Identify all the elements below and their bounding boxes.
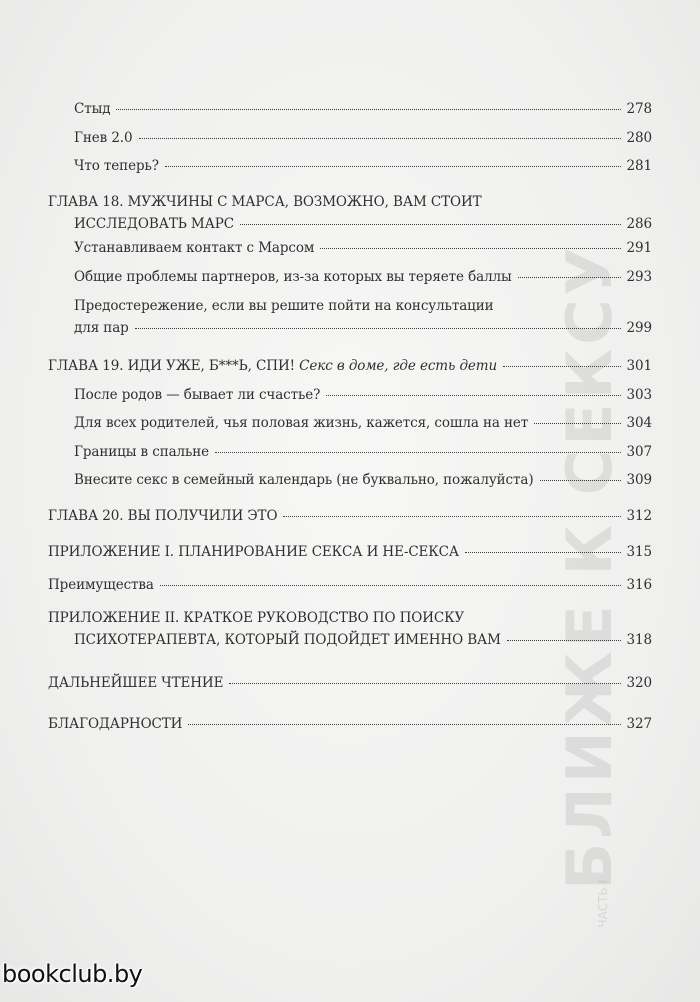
toc-page-number: 303 [626, 387, 652, 403]
dot-leader [283, 516, 620, 517]
toc-entry [74, 412, 652, 434]
dot-leader [240, 224, 621, 225]
toc-page-number: 301 [626, 358, 652, 374]
toc-page-number: 293 [626, 269, 652, 285]
toc-page-number: 327 [626, 716, 652, 732]
toc-entry-title: Преимущества [48, 577, 154, 593]
dot-leader [534, 423, 620, 424]
toc-entry-title: Что теперь? [74, 158, 159, 174]
dot-leader [160, 585, 621, 586]
watermark-logo: bookclub.by [2, 960, 143, 988]
toc-entry-title: Для всех родителей, чья половая жизнь, кажется, сошла на нет [74, 415, 529, 431]
toc-page-number: 299 [626, 320, 652, 336]
toc-page-number: 312 [626, 508, 652, 524]
toc-chapter-entry [48, 505, 652, 527]
dot-leader [518, 277, 621, 278]
toc-chapter-entry [48, 713, 652, 735]
toc-entry-title-line2: ПСИХОТЕРАПЕВТА, КОТОРЫЙ ПОДОЙДЕТ ИМЕННО ВАМ [74, 632, 501, 648]
toc-entry-title: Общие проблемы партнеров, из-за которых вы теряете баллы [74, 269, 512, 285]
toc-page-number: 280 [626, 130, 652, 146]
toc-entry [74, 384, 652, 406]
toc-entry-subtitle: Секс в доме, где есть дети [299, 358, 498, 374]
toc-page-number: 320 [626, 675, 652, 691]
bleed-through-small-text: ЧАСТЬ I [596, 880, 610, 928]
toc-page-number: 315 [626, 544, 652, 560]
toc-page-number: 278 [626, 101, 652, 117]
toc-page-number: 318 [626, 632, 652, 648]
toc-chapter-entry [48, 607, 652, 651]
dot-leader [165, 166, 621, 167]
toc-entry-title-line1: ГЛАВА 18. МУЖЧИНЫ С МАРСА, ВОЗМОЖНО, ВАМ СТОИТ [48, 194, 482, 210]
toc-page-number: 286 [626, 216, 652, 232]
toc-page-number: 304 [626, 415, 652, 431]
toc-chapter-entry [48, 355, 652, 377]
toc-chapter-entry [48, 672, 652, 694]
toc-chapter-entry [48, 541, 652, 563]
toc-entry [74, 469, 652, 491]
dot-leader [320, 248, 620, 249]
toc-entry-title: Гнев 2.0 [74, 130, 133, 146]
dot-leader [465, 552, 621, 553]
toc-entry-title: После родов — бывает ли счастье? [74, 387, 321, 403]
toc-entry-title: ПРИЛОЖЕНИЕ I. ПЛАНИРОВАНИЕ СЕКСА И НЕ-СЕКСА [48, 544, 460, 560]
toc-page-number: 291 [626, 240, 652, 256]
toc-entry-title: ГЛАВА 19. ИДИ УЖЕ, Б***Ь, СПИ! [48, 358, 295, 374]
toc-entry-title-line2: ИССЛЕДОВАТЬ МАРС [74, 216, 234, 232]
dot-leader [503, 366, 620, 367]
toc-entry-title: ДАЛЬНЕЙШЕЕ ЧТЕНИЕ [48, 675, 224, 691]
dot-leader [139, 138, 621, 139]
dot-leader [188, 724, 620, 725]
toc-entry [74, 441, 652, 463]
toc-entry [74, 266, 652, 288]
dot-leader [135, 328, 621, 329]
toc-page-number: 316 [626, 577, 652, 593]
dot-leader [507, 640, 621, 641]
dot-leader [215, 452, 620, 453]
toc-entry-title-line2: для пар [74, 320, 129, 336]
toc-page-number: 281 [626, 158, 652, 174]
toc-entry-title-line1: Предостережение, если вы решите пойти на консультации [74, 298, 494, 314]
toc-entry [74, 98, 652, 120]
toc-entry [74, 127, 652, 149]
toc-entry [74, 155, 652, 177]
toc-entry-title: ГЛАВА 20. ВЫ ПОЛУЧИЛИ ЭТО [48, 508, 278, 524]
dot-leader [540, 480, 621, 481]
toc-entry-title: Устанавливаем контакт с Марсом [74, 240, 315, 256]
toc-entry-title: Границы в спальне [74, 444, 210, 460]
dot-leader [229, 683, 620, 684]
toc-chapter-entry [48, 574, 652, 596]
toc-page-number: 307 [626, 444, 652, 460]
toc-entry-title: БЛАГОДАРНОСТИ [48, 716, 183, 732]
toc-entry-title: Стыд [74, 101, 111, 117]
dot-leader [116, 109, 620, 110]
toc-entry [74, 295, 652, 339]
toc-entry-title: Внесите секс в семейный календарь (не буквально, пожалуйста) [74, 472, 534, 488]
bleed-through-text: БЛИЖЕ К СЕКСУ [553, 243, 626, 890]
toc-page-number: 309 [626, 472, 652, 488]
toc-entry-title-line1: ПРИЛОЖЕНИЕ II. КРАТКОЕ РУКОВОДСТВО ПО ПОИСКУ [48, 610, 465, 626]
dot-leader [326, 395, 620, 396]
toc-entry [74, 237, 652, 259]
toc-chapter-entry [48, 191, 652, 235]
